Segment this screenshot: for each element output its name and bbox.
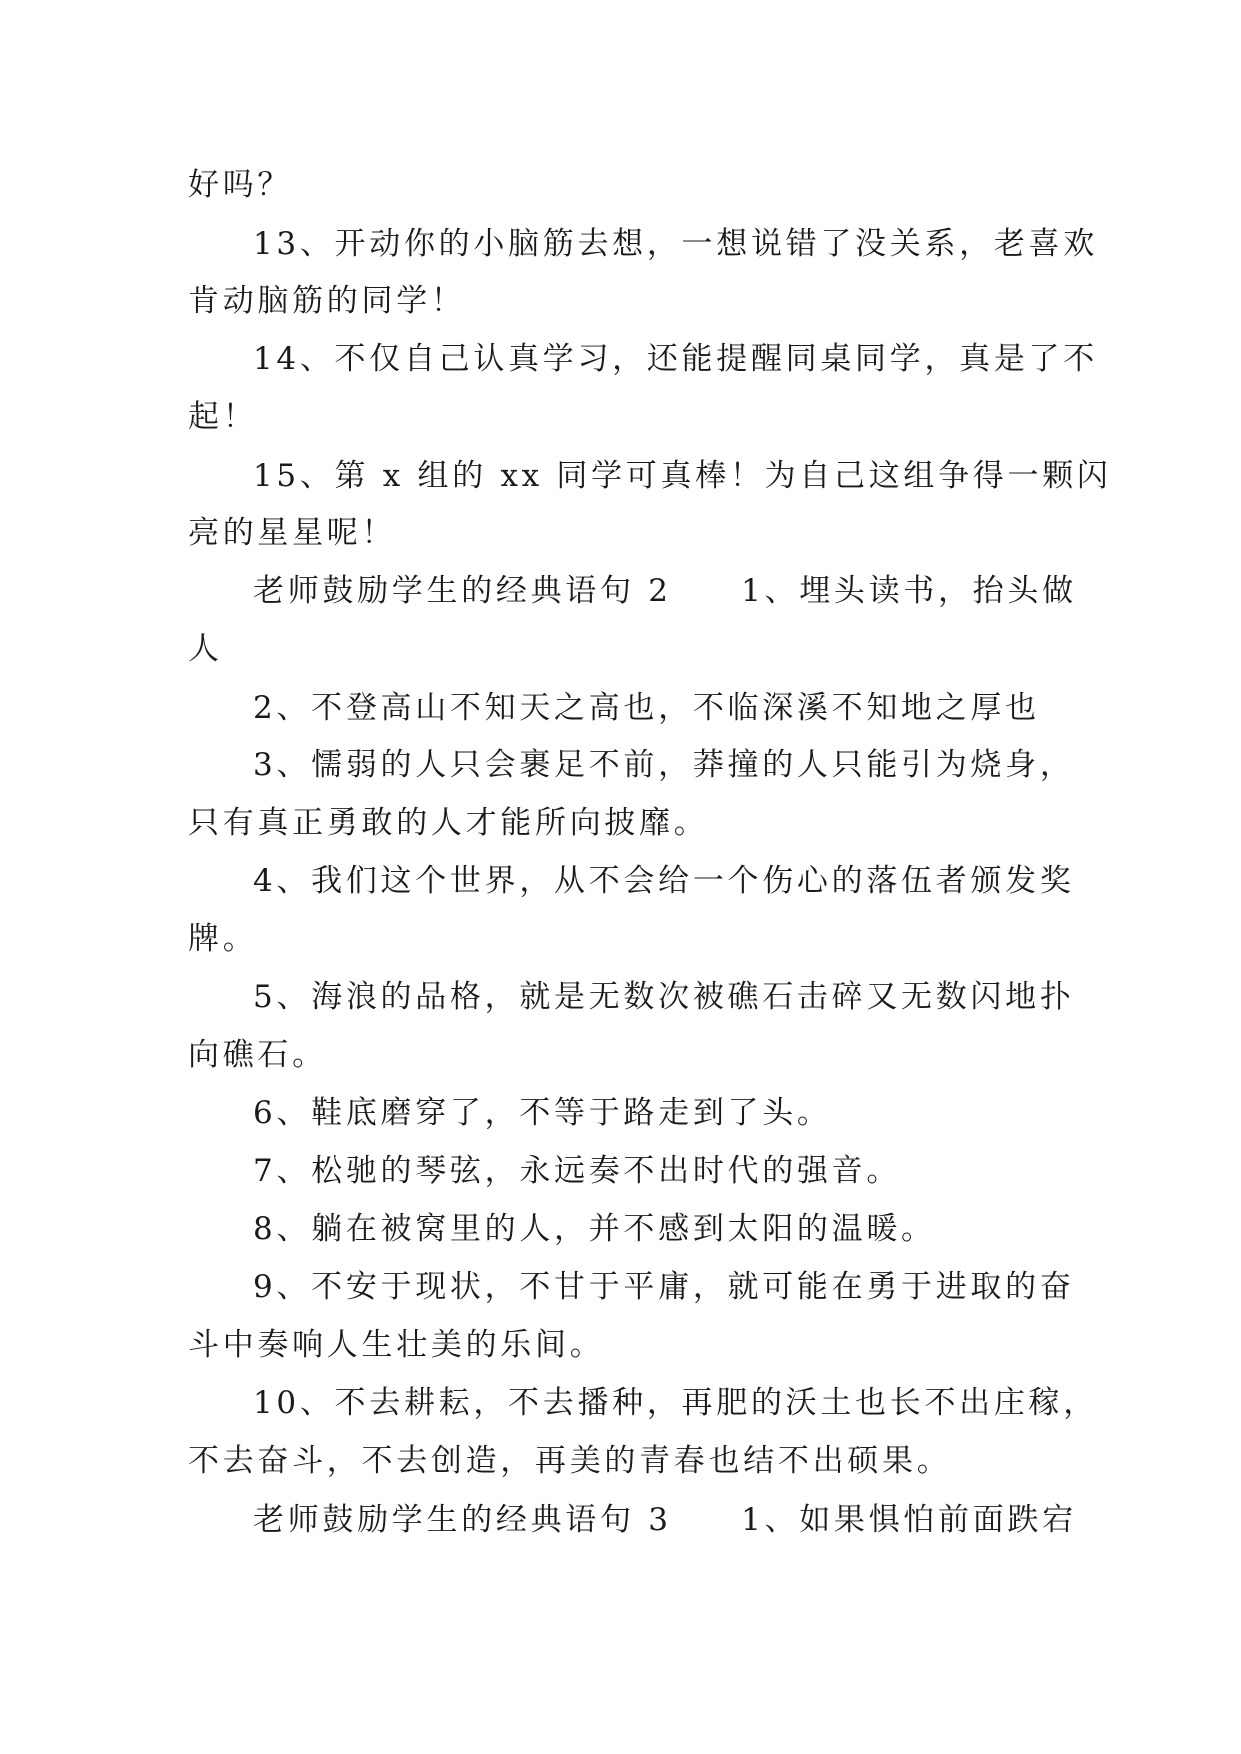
text-line: 不去奋斗，不去创造，再美的青春也结不出硕果。 bbox=[188, 1443, 952, 1479]
text-line: 14、不仅自己认真学习，还能提醒同桌同学，真是了不 bbox=[253, 341, 1098, 377]
text-line: 5、海浪的品格，就是无数次被礁石击碎又无数闪地扑 bbox=[253, 979, 1075, 1015]
text-line: 9、不安于现状，不甘于平庸，就可能在勇于进取的奋 bbox=[253, 1269, 1075, 1305]
text-line: 3、懦弱的人只会裹足不前，莽撞的人只能引为烧身， bbox=[253, 747, 1075, 783]
section-heading: 老师鼓励学生的经典语句 3 1、如果惧怕前面跌宕 bbox=[253, 1502, 1077, 1538]
text-line: 4、我们这个世界，从不会给一个伤心的落伍者颁发奖 bbox=[253, 863, 1075, 899]
text-line: 10、不去耕耘，不去播种，再肥的沃土也长不出庄稼， bbox=[253, 1385, 1098, 1421]
text-line: 15、第 x 组的 xx 同学可真棒！为自己这组争得一颗闪 bbox=[253, 458, 1112, 494]
text-line: 2、不登高山不知天之高也，不临深溪不知地之厚也 bbox=[253, 690, 1040, 726]
text-line: 8、躺在被窝里的人，并不感到太阳的温暖。 bbox=[253, 1211, 936, 1247]
text-line: 7、松驰的琴弦，永远奏不出时代的强音。 bbox=[253, 1153, 902, 1189]
text-line: 6、鞋底磨穿了，不等于路走到了头。 bbox=[253, 1095, 832, 1131]
text-line: 牌。 bbox=[188, 921, 258, 957]
text-line: 亮的星星呢！ bbox=[188, 515, 397, 551]
text-line: 只有真正勇敢的人才能所向披靡。 bbox=[188, 805, 709, 841]
text-line: 人 bbox=[188, 631, 223, 667]
text-line: 起！ bbox=[188, 399, 258, 435]
section-heading: 老师鼓励学生的经典语句 2 1、埋头读书，抬头做 bbox=[253, 573, 1077, 609]
text-line: 向礁石。 bbox=[188, 1037, 327, 1073]
text-line: 肯动脑筋的同学！ bbox=[188, 283, 466, 319]
text-line: 斗中奏响人生壮美的乐间。 bbox=[188, 1327, 605, 1363]
text-line: 好吗？ bbox=[188, 167, 293, 203]
text-line: 13、开动你的小脑筋去想，一想说错了没关系，老喜欢 bbox=[253, 226, 1098, 262]
